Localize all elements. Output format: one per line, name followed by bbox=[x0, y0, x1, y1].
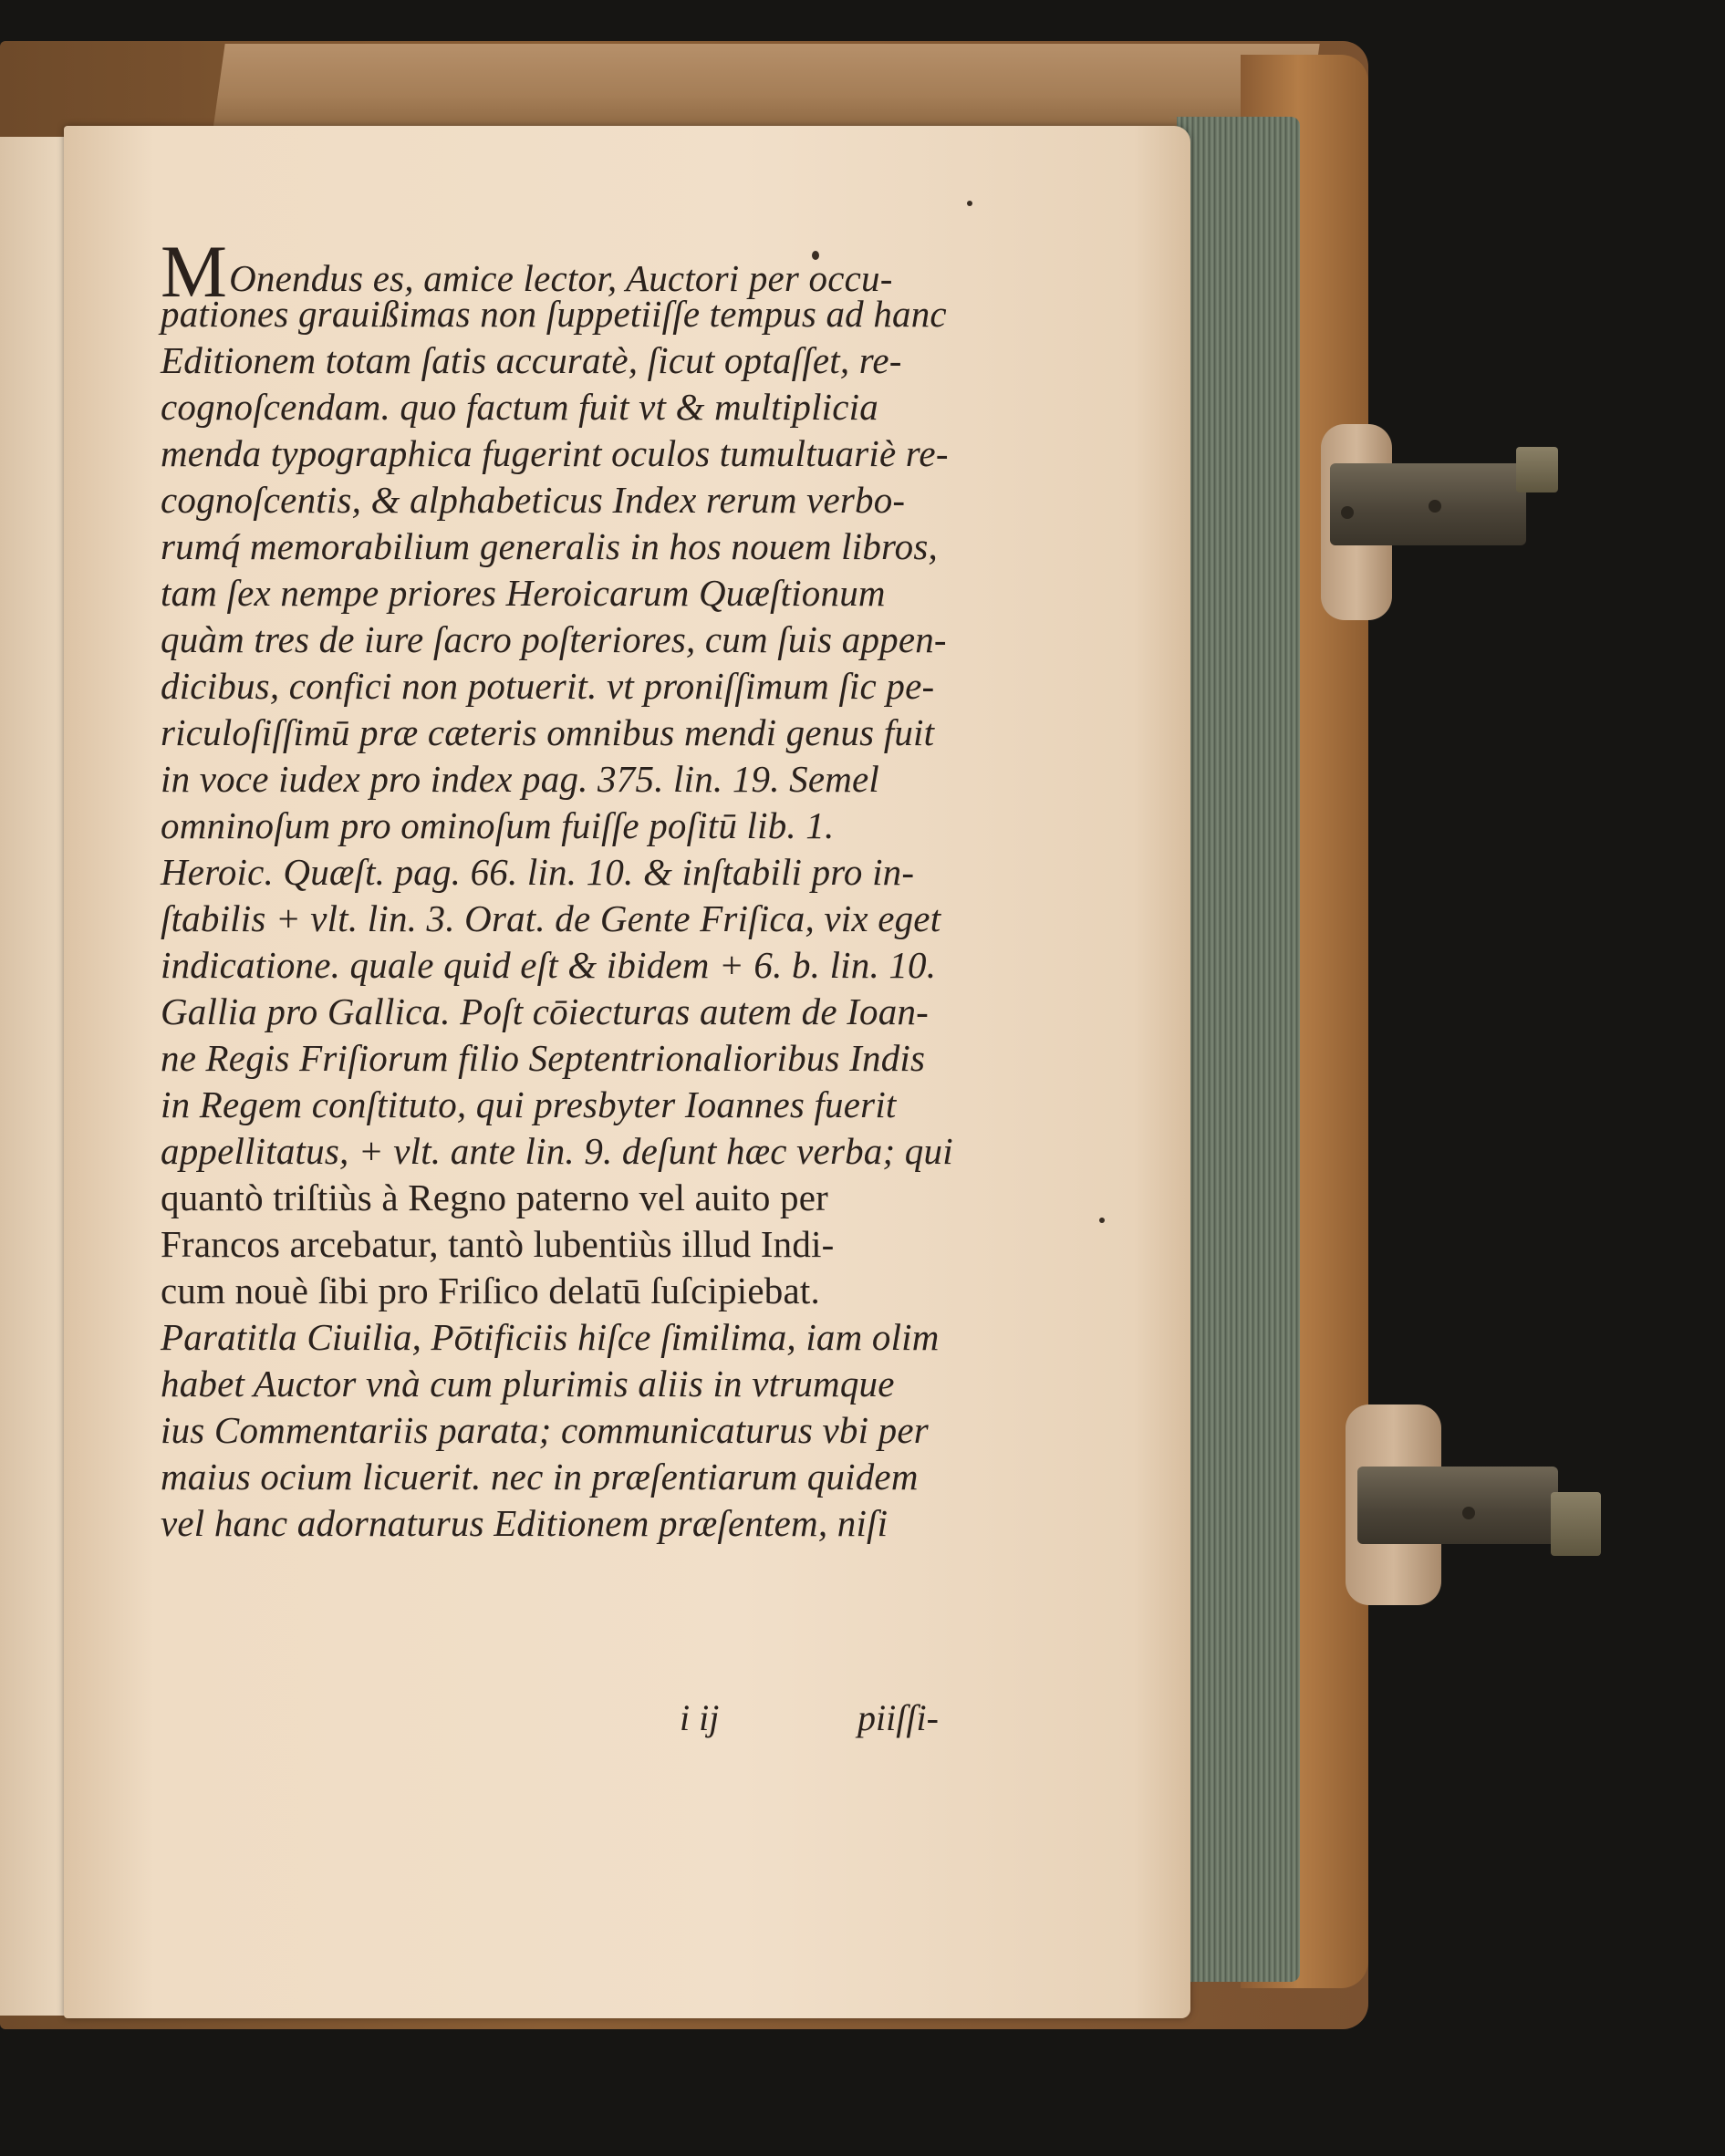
text-line: riculoſiſſimū præ cæteris omnibus mendi genus fuit bbox=[161, 711, 935, 753]
text-line: vel hanc adornaturus Editionem præſentem, niſi bbox=[161, 1502, 888, 1544]
upper-clasp-rivet bbox=[1341, 506, 1354, 519]
text-line: Paratitla Ciuilia, Pōtificiis hiſce ſimilima, iam olim bbox=[161, 1316, 940, 1358]
text-line: ius Commentariis parata; communicaturus vbi per bbox=[161, 1409, 929, 1451]
text-line: indicatione. quale quid eſt & ibidem + 6. b. lin. 10. bbox=[161, 944, 937, 986]
text-line: cum nouè ſibi pro Friſico delatū ſuſcipiebat. bbox=[161, 1270, 820, 1311]
lower-clasp-rivet bbox=[1462, 1507, 1475, 1519]
text-line: tam ſex nempe priores Heroicarum Quæſtionum bbox=[161, 572, 886, 614]
text-line: cognoſcentis, & alphabeticus Index rerum verbo- bbox=[161, 479, 906, 521]
text-line: quantò triſtiùs à Regno paterno vel auito per bbox=[161, 1176, 829, 1218]
lower-clasp-tip bbox=[1551, 1492, 1601, 1556]
text-line: pationes grauißimas non ſuppetiiſſe tempus ad hanc bbox=[161, 293, 947, 335]
text-line: rumq́ memorabilium generalis in hos nouem libros, bbox=[161, 525, 938, 567]
paper-speck bbox=[1099, 1218, 1105, 1223]
upper-clasp-tip bbox=[1516, 447, 1558, 492]
text-line: maius ocium licuerit. nec in præſentiarum quidem bbox=[161, 1456, 919, 1498]
text-line: menda typographica fugerint oculos tumultuariè re- bbox=[161, 432, 949, 474]
text-line: in Regem conſtituto, qui presbyter Ioannes fuerit bbox=[161, 1083, 897, 1125]
lower-clasp bbox=[1357, 1467, 1558, 1544]
text-line: Heroic. Quæſt. pag. 66. lin. 10. & inſtabili pro in- bbox=[161, 851, 915, 893]
text-line: Francos arcebatur, tantò lubentiùs illud Indi- bbox=[161, 1223, 835, 1265]
text-line: ne Regis Friſiorum filio Septentrionalioribus Indis bbox=[161, 1037, 926, 1079]
text-line: in voce iudex pro index pag. 375. lin. 19. Semel bbox=[161, 758, 880, 800]
page-edges bbox=[1177, 117, 1300, 1982]
text-line: omninoſum pro ominoſum fuiſſe poſitū lib. 1. bbox=[161, 804, 835, 846]
paper-speck bbox=[967, 201, 972, 206]
text-line: habet Auctor vnà cum plurimis aliis in vtrumque bbox=[161, 1363, 895, 1405]
text-line: quàm tres de iure ſacro poſteriores, cum ſuis appen- bbox=[161, 618, 947, 660]
text-line: Gallia pro Gallica. Poſt cōiecturas autem de Ioan- bbox=[161, 990, 930, 1032]
upper-clasp-rivet bbox=[1429, 500, 1441, 513]
text-line: dicibus, confici non potuerit. vt proniſſimum ſic pe- bbox=[161, 665, 935, 707]
drop-cap: M bbox=[161, 230, 228, 313]
catchword: piiſſi- bbox=[857, 1697, 939, 1738]
text-line: MOnendus es, amice lector, Auctori per occu- bbox=[161, 230, 893, 313]
text-line: appellitatus, + vlt. ante lin. 9. deſunt hæc verba; qui bbox=[161, 1130, 953, 1172]
text-line: Editionem totam ſatis accuratè, ſicut optaſſet, re- bbox=[161, 339, 902, 381]
cover-top-edge bbox=[213, 44, 1319, 130]
text-line: ſtabilis + vlt. lin. 3. Orat. de Gente Friſica, vix eget bbox=[161, 897, 941, 939]
text-line: cognoſcendam. quo factum fuit vt & multiplicia bbox=[161, 386, 878, 428]
page-text bbox=[161, 230, 982, 1547]
signature-mark: i ij bbox=[680, 1697, 720, 1738]
